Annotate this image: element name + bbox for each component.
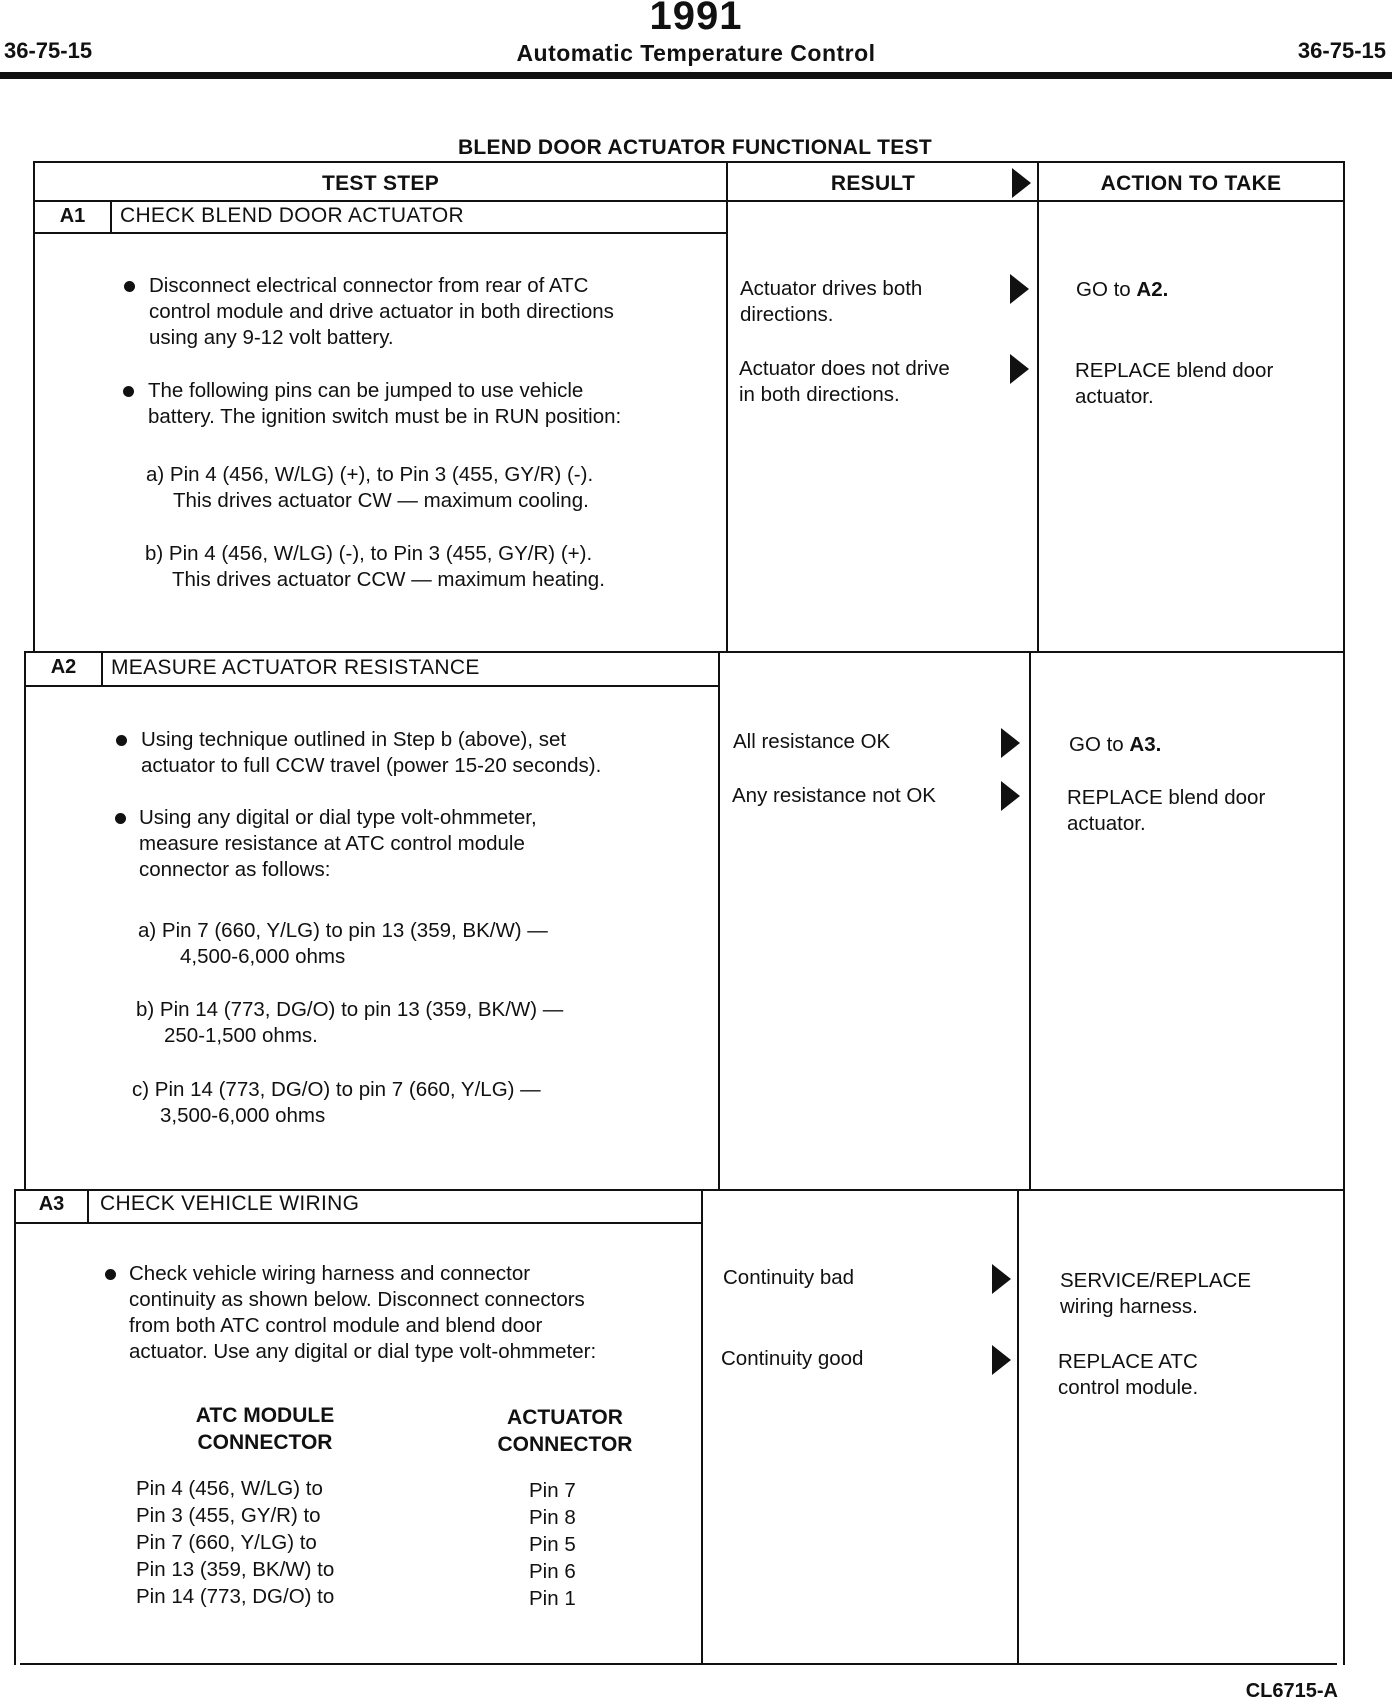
frame-left-a2 [24, 651, 26, 1191]
text-line: Disconnect electrical connector from rear of ATC [149, 274, 589, 297]
actuator-pin-list [529, 1477, 576, 1612]
text-line: a) Pin 4 (456, W/LG) (+), to Pin 3 (455, GY/R) (-). [146, 463, 594, 486]
text-line: Any resistance not OK [732, 784, 936, 807]
bullet-icon [116, 735, 127, 746]
header-rule [0, 72, 1392, 79]
a3-action-1 [1060, 1268, 1251, 1320]
a1-label-divider [110, 200, 112, 233]
frame-bottom [20, 1663, 1337, 1665]
a2-bullet-2 [139, 805, 537, 883]
text-line: Continuity bad [723, 1266, 855, 1289]
atc-pin-row: Pin 7 (660, Y/LG) to [136, 1531, 317, 1554]
text-line: b) Pin 4 (456, W/LG) (-), to Pin 3 (455, GY/R) (+). [145, 542, 593, 565]
a2-action-2 [1067, 785, 1265, 837]
result-arrow-icon [992, 1345, 1011, 1375]
a3-result-1 [723, 1265, 854, 1291]
text-line: control module and drive actuator in both directions [149, 300, 614, 323]
a1-result-2 [739, 356, 950, 408]
a2-result-1 [733, 729, 890, 755]
result-arrow-icon [1010, 274, 1029, 304]
text-line: c) Pin 14 (773, DG/O) to pin 7 (660, Y/LG) — [132, 1078, 541, 1101]
a2-subitem-c [132, 1077, 541, 1129]
frame-top [33, 161, 1345, 163]
a1-label-bottom [33, 232, 727, 234]
text-line: Actuator does not drive [739, 357, 950, 380]
actuator-pin-row: Pin 6 [529, 1560, 576, 1583]
action-step-ref: A2. [1136, 278, 1169, 301]
row-separator-a2 [24, 651, 1344, 653]
a2-subitem-a [138, 918, 548, 970]
atc-pin-list [136, 1475, 334, 1610]
a1-subitem-a [146, 462, 593, 514]
a1-bullet-1 [149, 273, 614, 351]
a2-action-1 [1069, 732, 1161, 758]
divider-result-action-a1 [1037, 161, 1039, 653]
bullet-icon [123, 386, 134, 397]
text-line: actuator. [1067, 812, 1146, 835]
text-line: a) Pin 7 (660, Y/LG) to pin 13 (359, BK/W) — [138, 919, 548, 942]
bullet-icon [105, 1269, 116, 1280]
text-line: SERVICE/REPLACE [1060, 1269, 1252, 1292]
a1-bullet-2 [148, 378, 621, 430]
text-line: b) Pin 14 (773, DG/O) to pin 13 (359, BK/W) — [136, 998, 564, 1021]
text-line: All resistance OK [733, 730, 891, 753]
actuator-pin-row: Pin 5 [529, 1533, 576, 1556]
text-line: 250-1,500 ohms. [164, 1024, 318, 1047]
step-a3-id: A3 [38, 1193, 65, 1215]
a2-result-2 [732, 783, 936, 809]
connector-header-actuator [460, 1404, 670, 1458]
action-text: GO to [1069, 733, 1130, 756]
connector-header-atc [150, 1402, 380, 1456]
text-line: continuity as shown below. Disconnect connectors [129, 1288, 585, 1311]
a1-action-2 [1075, 358, 1273, 410]
column-header-test-step: TEST STEP [321, 172, 440, 195]
step-a3-title: CHECK VEHICLE WIRING [100, 1192, 360, 1215]
column-header-action: ACTION TO TAKE [1100, 172, 1282, 195]
a2-bullet-1 [141, 727, 601, 779]
divider-step-result-a2 [718, 651, 720, 1191]
frame-right [1343, 161, 1345, 1665]
column-header-result: RESULT [830, 172, 916, 195]
action-text: GO to [1076, 278, 1137, 301]
a2-subitem-b [136, 997, 563, 1049]
step-a2-title: MEASURE ACTUATOR RESISTANCE [111, 656, 480, 679]
text-line: connector as follows: [139, 858, 331, 881]
divider-step-result-a3 [701, 1189, 703, 1665]
text-line: battery. The ignition switch must be in RUN position: [148, 405, 622, 428]
text-line: directions. [740, 303, 834, 326]
text-line: Using any digital or dial type volt-ohmmeter, [139, 806, 537, 829]
text-line: measure resistance at ATC control module [139, 832, 525, 855]
text-line: REPLACE ATC [1058, 1350, 1198, 1373]
text-line: control module. [1058, 1376, 1199, 1399]
atc-pin-row: Pin 13 (359, BK/W) to [136, 1558, 335, 1581]
divider-result-action-a2 [1029, 651, 1031, 1191]
atc-pin-row: Pin 14 (773, DG/O) to [136, 1585, 335, 1608]
actuator-pin-row: Pin 1 [529, 1587, 576, 1610]
a3-result-2 [721, 1346, 863, 1372]
frame-left-a3 [14, 1189, 16, 1665]
step-a1-title: CHECK BLEND DOOR ACTUATOR [120, 204, 464, 227]
text-line: actuator to full CCW travel (power 15-20 seconds). [141, 754, 602, 777]
actuator-pin-row: Pin 7 [529, 1479, 576, 1502]
bullet-icon [124, 281, 135, 292]
a1-result-1 [740, 276, 922, 328]
text-line: actuator. [1075, 385, 1154, 408]
page-number-right: 36-75-15 [1297, 38, 1386, 63]
a3-action-2 [1058, 1349, 1198, 1401]
text-line: wiring harness. [1060, 1295, 1198, 1318]
atc-pin-row: Pin 4 (456, W/LG) to [136, 1477, 323, 1500]
text-line: from both ATC control module and blend door [129, 1314, 543, 1337]
actuator-pin-row: Pin 8 [529, 1506, 576, 1529]
divider-result-action-a3 [1017, 1189, 1019, 1665]
text-line: 3,500-6,000 ohms [160, 1104, 326, 1127]
text-line: Continuity good [721, 1347, 864, 1370]
section-title: Automatic Temperature Control [516, 40, 876, 66]
text-line: CONNECTOR [197, 1431, 333, 1454]
divider-step-result-a1 [726, 161, 728, 653]
text-line: in both directions. [739, 383, 900, 406]
header-arrow-icon [1012, 168, 1031, 198]
text-line: This drives actuator CW — maximum cooling. [173, 489, 589, 512]
text-line: CONNECTOR [497, 1433, 633, 1456]
a2-label-divider [101, 651, 103, 686]
result-arrow-icon [992, 1264, 1011, 1294]
figure-code: CL6715-A [1245, 1680, 1338, 1702]
result-arrow-icon [1001, 781, 1020, 811]
bullet-icon [115, 813, 126, 824]
table-title: BLEND DOOR ACTUATOR FUNCTIONAL TEST [457, 136, 933, 159]
page-number-left: 36-75-15 [4, 38, 93, 63]
page-year: 1991 [649, 0, 743, 38]
text-line: actuator. Use any digital or dial type volt-ohmmeter: [129, 1340, 597, 1363]
atc-pin-row: Pin 3 (455, GY/R) to [136, 1504, 321, 1527]
text-line: ATC MODULE [195, 1404, 335, 1427]
text-line: Actuator drives both [740, 277, 923, 300]
result-arrow-icon [1010, 354, 1029, 384]
text-line: REPLACE blend door [1075, 359, 1274, 382]
a3-bullet-1 [129, 1261, 596, 1365]
text-line: The following pins can be jumped to use vehicle [148, 379, 584, 402]
a1-action-1 [1076, 277, 1168, 303]
text-line: REPLACE blend door [1067, 786, 1266, 809]
text-line: using any 9-12 volt battery. [149, 326, 394, 349]
step-a1-id: A1 [59, 205, 86, 227]
result-arrow-icon [1001, 728, 1020, 758]
text-line: 4,500-6,000 ohms [180, 945, 346, 968]
a2-label-bottom [24, 685, 719, 687]
frame-left-a1 [33, 161, 35, 653]
text-line: Using technique outlined in Step b (above), set [141, 728, 567, 751]
a3-label-bottom [14, 1222, 702, 1224]
a3-label-divider [87, 1189, 89, 1223]
text-line: Check vehicle wiring harness and connector [129, 1262, 531, 1285]
action-step-ref: A3. [1129, 733, 1162, 756]
a1-subitem-b [145, 541, 605, 593]
text-line: ACTUATOR [507, 1406, 623, 1429]
step-a2-id: A2 [50, 656, 77, 678]
text-line: This drives actuator CCW — maximum heating. [172, 568, 605, 591]
